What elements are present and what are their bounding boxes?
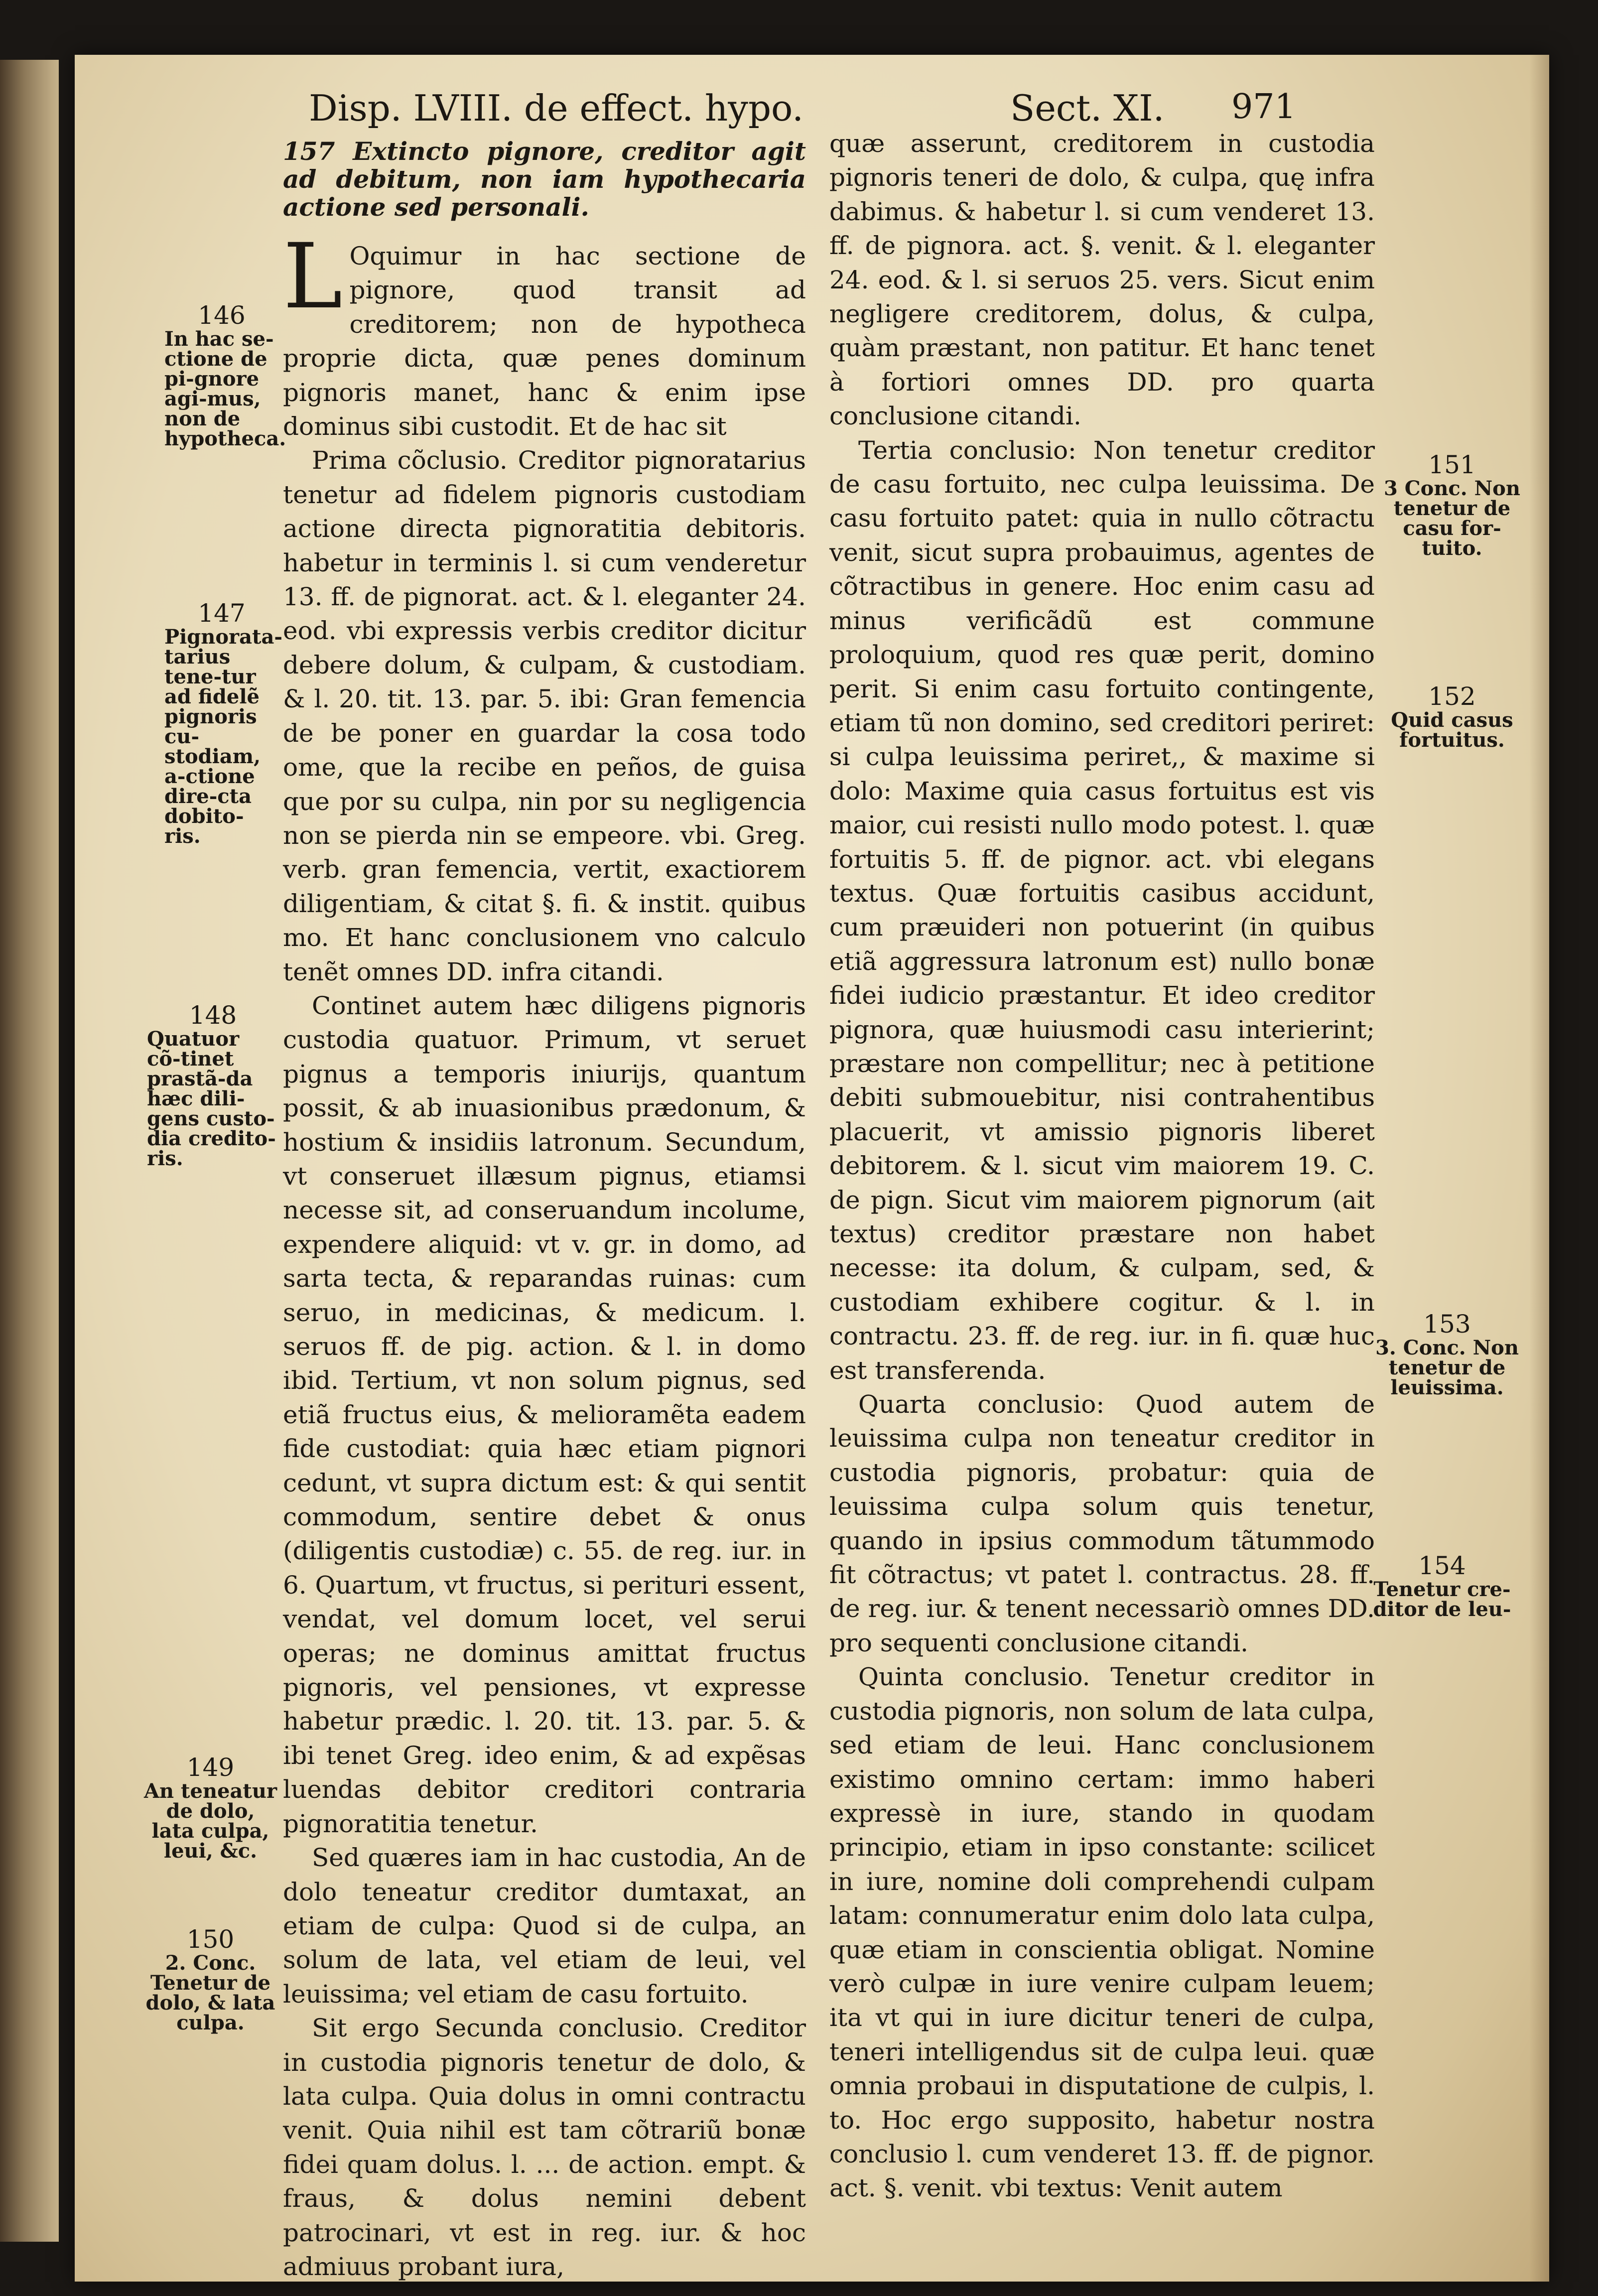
page-number: 971: [1231, 87, 1296, 127]
margin-note-text: Quid casus fortuitus.: [1391, 708, 1513, 752]
margin-note-number: 154: [1418, 1551, 1466, 1580]
margin-note-number: 148: [189, 1001, 237, 1030]
paragraph: [283, 225, 806, 443]
margin-note-number: 152: [1428, 682, 1476, 711]
margin-note-text: Tenetur cre-ditor de leu-: [1373, 1578, 1511, 1621]
margin-note-148: [147, 1001, 279, 1169]
margin-note-number: 151: [1428, 450, 1476, 479]
margin-note-146: [164, 301, 286, 450]
margin-note-text: 3. Conc. Non tenetur de leuissima.: [1375, 1336, 1519, 1399]
section-label: Sect. XI.: [1010, 87, 1165, 129]
margin-note-number: 149: [186, 1753, 235, 1782]
margin-note-text: 3 Conc. Non tenetur de casu for-tuito.: [1384, 477, 1520, 560]
text-column-left: [283, 137, 806, 2284]
paragraph: Sit ergo Secunda conclusio. Creditor in custodia pignoris tenetur de dolo, & lata culpa. Quia dolus in omni contractu venit. Quia nihil est tam cõtrariũ bonæ fidei quam dolus. l. ... de action. empt. & fraus, & dolus nemini debent patrocinari, vt est in reg. iur. & hoc admiuus probant iura,: [283, 2014, 806, 2281]
paragraph: Continet autem hæc diligens pignoris custodia quatuor. Primum, vt seruet pignus a temporis iniurijs, quantum possit, & ab inuasionibus prædonum, & hostium & insidiis latronum. Secundum, vt conseruet illæsum pignus, etiamsi necesse sit, ad conseruandum incolume, expendere aliquid: vt v. gr. in domo, ad sarta tecta, & reparandas ruinas: cum seruo, in medicinas, & medicum. l. seruos ff. de pig. action. & l. in domo ibid. Tertium, vt non solum pignus, sed etiã fructus eius, & melioramẽta eadem fide custodiat: quia hæc etiam pignori cedunt, vt supra dictum est: & qui sentit commodum, sentire debet & onus (diligentis custodiæ) c. 55. de reg. iur. in 6. Quartum, vt fructus, si perituri essent, vendat, vel domum locet, vel serui operas; ne dominus amittat fructus pignoris, vel pensiones, vt expresse habetur prædic. l. 20. tit. 13. par. 5. & ibi tenet Greg. ideo enim, & ad expẽsas luendas debitor creditori contraria pignoratitia tenetur.: [283, 991, 806, 1838]
page-shadow: [1529, 55, 1549, 2282]
paragraph: Sed quæres iam in hac custodia, An de dolo teneatur creditor dumtaxat, an etiam de culpa: Quod si de culpa, an solum de lata, vel etiam de leui, vel leuissima; vel etiam de casu fortuito.: [283, 1843, 806, 2009]
margin-note-number: 147: [198, 599, 246, 628]
facing-page-edge: [0, 60, 59, 2242]
margin-note-number: 153: [1423, 1310, 1471, 1339]
text-column-right: [829, 127, 1375, 2205]
margin-note-150: [142, 1925, 279, 2033]
paragraph-text: Oquimur in hac sectione de pignore, quod transit ad creditorem; non de hypotheca proprie dicta, quæ penes dominum pignoris manet, hanc & enim ipse dominus sibi custodit. Et de hac sit: [283, 242, 806, 441]
margin-note-149: [142, 1754, 279, 1861]
paragraph: Prima cõclusio. Creditor pignoratarius tenetur ad fidelem pignoris custodiam actione directa pignoratitia debitoris. habetur in terminis l. si cum venderetur 13. ff. de pignorat. act. & l. eleganter 24. eod. vbi expressis verbis creditor dicitur debere dolum, & culpam, & custodiam. & l. 20. tit. 13. par. 5. ibi: Gran femencia de be poner en guardar la cosa todo ome, que la recibe en peños, de guisa que por su culpa, nin por su negligencia non se pierda nin se empeore. vbi. Greg. verb. gran femencia, vertit, exactiorem diligentiam, & citat §. fi. & instit. quibus mo. Et hanc conclusionem vno calculo tenẽt omnes DD. infra citandi.: [283, 446, 806, 986]
margin-note-text: Quatuor cõ-tinet prastã-da hæc dili-gens custo-dia credito-ris.: [147, 1027, 276, 1170]
margin-note-147: [164, 599, 282, 848]
margin-note-152: [1377, 682, 1527, 750]
drop-cap: L: [283, 225, 343, 329]
margin-note-text: Pignorata-tarius tene-tur ad fidelẽ pignoris cu-stodiam, a-ctione dire-cta dobito-ris.: [164, 625, 282, 848]
margin-note-number: 146: [198, 301, 246, 330]
margin-note-number: 150: [186, 1925, 235, 1954]
paragraph: Tertia conclusio: Non tenetur creditor de casu fortuito, nec culpa leuissima. De casu fortuito patet: quia in nullo cõtractu venit, sicut supra probauimus, agentes de cõtractibus in genere. Hoc enim casu ad minus verificãdũ est commune proloquium, quod res quæ perit, domino perit. Si enim casu fortuito contingente, etiam tũ non domino, sed creditori periret: si culpa leuissima periret,, & maxime si dolo: Maxime quia casus fortuitus est vis maior, cui resisti nullo modo potest. l. quæ fortuitis 5. ff. de pignor. act. vbi elegans textus. Quæ fortuitis casibus accidunt, cum præuideri non potuerint (in quibus etiã aggressura latronum est) nullo bonæ fidei iudicio præstantur. Et ideo creditor pignora, quæ huiusmodi casu interierint; præstare non compellitur; nec à petitione debiti submouebitur, nisi contrahentibus placuerit, vt amissio pignoris liberet debitorem. & l. sicut vim maiorem 19. C. de pign. Sicut vim maiorem pignorum (ait textus) creditor præstare non habet necesse: ita dolum, & culpam, sed, & custodiam exhibere cogitur. & l. in contractu. 23. ff. de reg. iur. in fi. quæ huc est transferenda.: [829, 435, 1375, 1385]
margin-note-151: [1377, 451, 1527, 558]
margin-note-153: [1372, 1310, 1522, 1398]
paragraph: quæ asserunt, creditorem in custodia pignoris teneri de dolo, & culpa, quę infra dabimus. & habetur l. si cum venderet 13. ff. de pignora. act. §. venit. & l. eleganter 24. eod. & l. si seruos 25. vers. Sicut enim negligere creditorem, dolus, & culpa, quàm præstant, non patitur. Et hanc tenet à fortiori omnes DD. pro quarta conclusione citandi.: [829, 129, 1375, 431]
paragraph: Quarta conclusio: Quod autem de leuissima culpa non teneatur creditor in custodia pignoris, probatur: quia de leuissima culpa solum quis tenetur, quando in ipsius commodum tãtummodo fit cõtractus; vt patet l. contractus. 28. ff. de reg. iur. & tenent necessariò omnes DD. pro sequenti conclusione citandi.: [829, 1390, 1375, 1657]
paragraph: Quinta conclusio. Tenetur creditor in custodia pignoris, non solum de lata culpa, sed etiam de leui. Hanc conclusionem existimo omnino certam: immo haberi expressè in iure, stando in quodam principio, etiam in ipso constante: scilicet in iure, nomine doli comprehendi culpam latam: connumeratur enim dolo lata culpa, quæ etiam in conscientia obligat. Nomine verò culpæ in iure venire culpam leuem; ita vt qui in iure dicitur teneri de culpa, teneri intelligendus sit de culpa leui. quæ omnia probaui in disputatione de culpis, l. to. Hoc ergo supposito, habetur nostra conclusio l. cum venderet 13. ff. de pignor. act. §. venit. vbi textus: Venit autem: [829, 1662, 1375, 2203]
margin-note-text: An teneatur de dolo, lata culpa, leui, &c.: [143, 1779, 277, 1863]
section-summary: 157 Extincto pignore, creditor agit ad debitum, non iam hypothecaria actione sed personali.: [283, 136, 806, 222]
running-title: Disp. LVIII. de effect. hypo.: [309, 87, 804, 129]
margin-note-154: [1367, 1552, 1517, 1620]
margin-note-text: In hac se-ctione de pi-gnore agi-mus, non de hypotheca.: [164, 327, 286, 450]
margin-note-text: 2. Conc. Tenetur de dolo, & lata culpa.: [145, 1951, 275, 2034]
running-header: [309, 87, 1315, 127]
